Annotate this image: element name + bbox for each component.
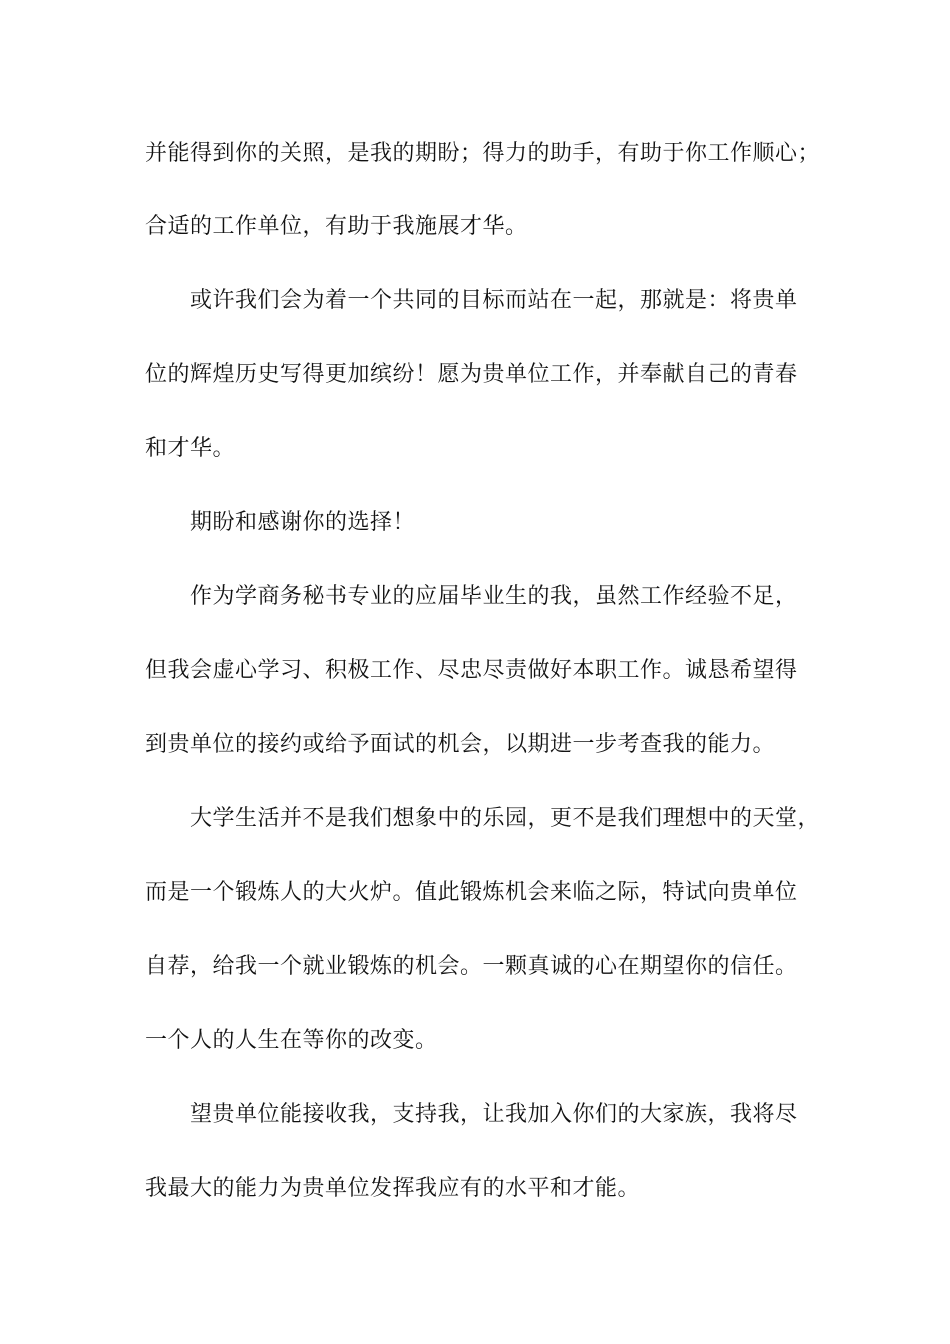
text-line: 而是一个锻炼人的大火炉。值此锻炼机会来临之际，特试向贵单位 — [145, 880, 798, 905]
paragraph-first-line: 或许我们会为着一个共同的目标而站在一起，那就是：将贵单 — [190, 288, 798, 313]
text-line: 我最大的能力为贵单位发挥我应有的水平和才能。 — [145, 1176, 641, 1201]
text-line: 但我会虚心学习、积极工作、尽忠尽责做好本职工作。诚恳希望得 — [145, 658, 798, 683]
text-line: 一个人的人生在等你的改变。 — [145, 1028, 438, 1053]
paragraph-first-line: 大学生活并不是我们想象中的乐园，更不是我们理想中的天堂， — [190, 806, 821, 831]
paragraph-first-line: 作为学商务秘书专业的应届毕业生的我，虽然工作经验不足， — [190, 584, 798, 609]
text-line: 合适的工作单位，有助于我施展才华。 — [145, 214, 528, 239]
text-line: 位的辉煌历史写得更加缤纷！愿为贵单位工作，并奉献自己的青春 — [145, 362, 798, 387]
text-line: 和才华。 — [145, 436, 236, 461]
paragraph-first-line: 期盼和感谢你的选择！ — [190, 510, 416, 535]
text-line: 自荐，给我一个就业锻炼的机会。一颗真诚的心在期望你的信任。 — [145, 954, 798, 979]
text-line: 到贵单位的接约或给予面试的机会，以期进一步考查我的能力。 — [145, 732, 776, 757]
text-line: 并能得到你的关照，是我的期盼；得力的助手，有助于你工作顺心； — [145, 141, 821, 166]
paragraph-first-line: 望贵单位能接收我，支持我，让我加入你们的大家族，我将尽 — [190, 1102, 798, 1127]
